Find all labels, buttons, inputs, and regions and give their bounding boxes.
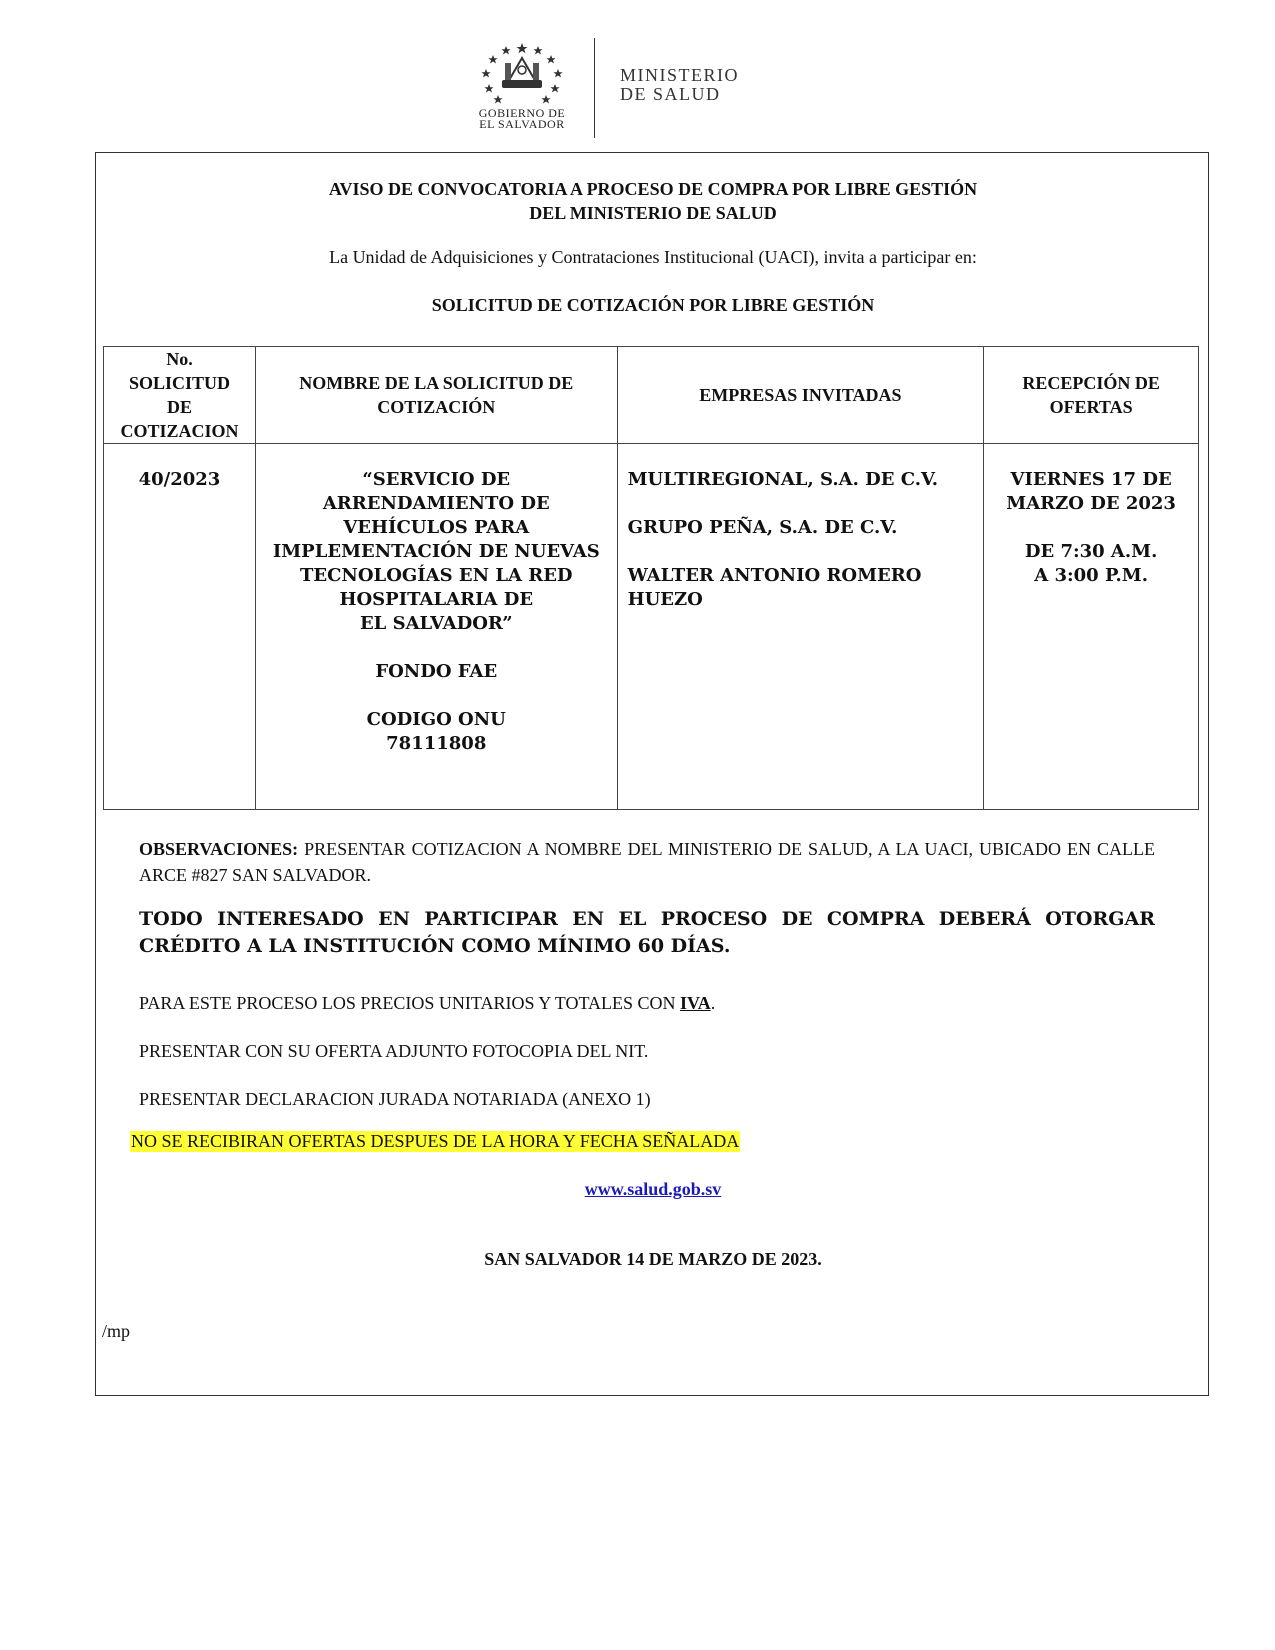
cell-reception: [984, 444, 1199, 810]
author-initials: /mp: [102, 1321, 131, 1341]
place-date: SAN SALVADOR 14 DE MARZO DE 2023.: [484, 1249, 822, 1269]
request-name-line: ARRENDAMIENTO DE: [322, 493, 550, 514]
company-item: MULTIREGIONAL, S.A. DE C.V.: [627, 469, 939, 490]
gov-line-2: EL SALVADOR: [479, 117, 565, 131]
fund-label: FONDO FAE: [375, 661, 498, 682]
header-reception: [984, 347, 1199, 444]
observations-text: PRESENTAR COTIZACION A NOMBRE DEL MINISTERIO DE SALUD, A LA UACI, UBICADO EN CALLE ARCE #827 SAN SALVADOR.: [139, 839, 1155, 885]
credit-notice: TODO INTERESADO EN PARTICIPAR EN EL PROCESO DE COMPRA DEBERÁ OTORGAR CRÉDITO A LA INSTITUCIÓN COMO MÍNIMO 60 DÍAS.: [139, 908, 1155, 957]
cell-companies: [617, 444, 984, 810]
table-header-row: [104, 347, 1199, 444]
request-name-line: “SERVICIO DE: [362, 469, 511, 490]
request-name-line: EL SALVADOR”: [359, 613, 513, 634]
nit-line: PRESENTAR CON SU OFERTA ADJUNTO FOTOCOPIA DEL NIT.: [139, 1041, 649, 1061]
code-value: 78111808: [386, 733, 487, 754]
request-name-line: TECNOLOGÍAS EN LA RED: [299, 565, 573, 586]
request-name-line: HOSPITALARIA DE: [339, 589, 534, 610]
company-item: GRUPO PEÑA, S.A. DE C.V.: [627, 517, 898, 538]
prices-line: [139, 993, 715, 1014]
header-number-line: No.: [166, 349, 193, 369]
cell-number: [104, 444, 256, 810]
notice-frame: [95, 152, 1209, 1396]
request-name-line: IMPLEMENTACIÓN DE NUEVAS: [272, 541, 600, 562]
header-name-line: NOMBRE DE LA SOLICITUD DE: [299, 373, 574, 393]
quotation-table: [103, 346, 1199, 810]
header-companies-line: EMPRESAS INVITADAS: [699, 385, 902, 405]
header-reception-line: RECEPCIÓN DE: [1022, 373, 1160, 393]
request-number: 40/2023: [138, 469, 221, 490]
header-number-line: DE: [166, 397, 192, 417]
header-companies: [617, 347, 984, 444]
cell-name: [255, 444, 617, 810]
reception-time: A 3:00 P.M.: [1034, 565, 1148, 586]
ministry-line-1: MINISTERIO: [620, 65, 739, 85]
notice-intro: La Unidad de Adquisiciones y Contrataciones Institucional (UACI), invita a participar en:: [329, 247, 977, 267]
header-number: [104, 347, 256, 444]
notice-title-line-1: AVISO DE CONVOCATORIA A PROCESO DE COMPRA POR LIBRE GESTIÓN: [328, 179, 978, 199]
table-row: [104, 444, 1199, 810]
company-item: WALTER ANTONIO ROMERO: [627, 565, 922, 586]
request-name-line: VEHÍCULOS PARA: [343, 517, 530, 538]
website-link[interactable]: www.salud.gob.sv: [584, 1179, 722, 1199]
iva-label: IVA: [680, 993, 711, 1013]
header-logo: [462, 38, 792, 138]
notice-subtitle: SOLICITUD DE COTIZACIÓN POR LIBRE GESTIÓN: [431, 295, 875, 315]
reception-time: DE 7:30 A.M.: [1024, 541, 1158, 562]
ministry-name: [620, 66, 739, 104]
header-number-line: SOLICITUD: [128, 373, 230, 393]
gov-line-1: GOBIERNO DE: [478, 106, 566, 120]
header-reception-line: OFERTAS: [1049, 397, 1133, 417]
notice-title-line-2: DEL MINISTERIO DE SALUD: [529, 203, 777, 223]
header-divider: [594, 38, 595, 138]
prices-text: PARA ESTE PROCESO LOS PRECIOS UNITARIOS Y TOTALES CON: [139, 993, 681, 1013]
prices-suffix: .: [710, 993, 716, 1013]
code-label: CODIGO ONU: [366, 709, 506, 730]
header-name-line: COTIZACIÓN: [377, 397, 496, 417]
deadline-warning: NO SE RECIBIRAN OFERTAS DESPUES DE LA HORA Y FECHA SEÑALADA: [131, 1131, 740, 1151]
company-item-continued: HUEZO: [627, 589, 703, 610]
observations-label: OBSERVACIONES:: [139, 839, 299, 859]
declaration-line: PRESENTAR DECLARACION JURADA NOTARIADA (ANEXO 1): [139, 1089, 651, 1109]
header-number-line: COTIZACION: [120, 421, 239, 441]
reception-date: VIERNES 17 DE: [1010, 469, 1172, 490]
coat-of-arms-icon: [462, 38, 582, 138]
ministry-line-2: DE SALUD: [620, 84, 721, 104]
observations: [139, 836, 1155, 888]
header-name: [255, 347, 617, 444]
reception-date: MARZO DE 2023: [1006, 493, 1176, 514]
